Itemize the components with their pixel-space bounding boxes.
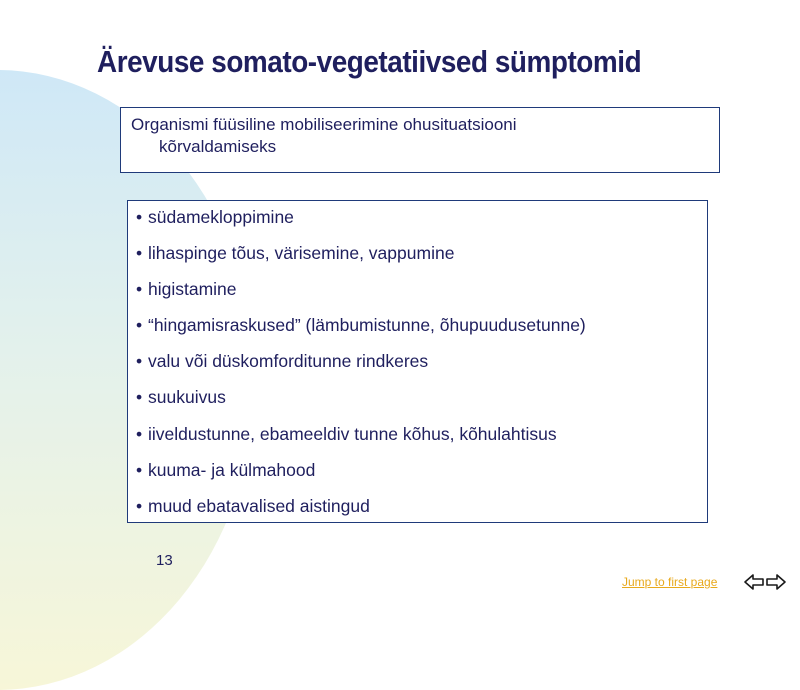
subtitle-line-2: kõrvaldamiseks <box>159 137 277 156</box>
bullet-icon: • <box>136 315 143 336</box>
list-item-text: “hingamisraskused” (lämbumistunne, õhupuudusetunne) <box>148 315 586 336</box>
next-slide-button[interactable] <box>766 572 786 592</box>
arrow-right-icon <box>766 572 786 592</box>
list-item <box>136 386 707 422</box>
bullet-icon: • <box>136 387 143 408</box>
list-item <box>136 206 707 242</box>
list-item-text: südamekloppimine <box>148 207 294 227</box>
jump-to-first-page-link[interactable]: Jump to first page <box>622 575 718 589</box>
bullet-icon: • <box>136 351 143 372</box>
bullet-icon: • <box>136 243 143 264</box>
list-item-text: kuuma- ja külmahood <box>148 459 316 480</box>
symptom-list <box>128 201 707 531</box>
bullet-icon: • <box>136 459 143 480</box>
bullet-icon: • <box>136 423 143 444</box>
list-item <box>136 350 707 386</box>
subtitle-line-1: Organismi füüsiline mobiliseerimine ohusituatsiooni <box>131 115 517 134</box>
list-item-text: lihaspinge tõus, värisemine, vappumine <box>148 243 455 264</box>
slide-title: Ärevuse somato-vegetatiivsed sümptomid <box>97 44 642 79</box>
bullet-icon: • <box>136 207 143 227</box>
list-item <box>136 495 707 531</box>
page-number: 13 <box>156 552 173 569</box>
list-item-text: muud ebatavalised aistingud <box>148 495 370 516</box>
previous-slide-button[interactable] <box>744 572 764 592</box>
list-item-text: iiveldustunne, ebameeldiv tunne kõhus, kõhulahtisus <box>148 423 557 444</box>
list-item <box>136 423 707 459</box>
bullet-icon: • <box>136 279 143 300</box>
list-item <box>136 314 707 350</box>
list-item <box>136 278 707 314</box>
list-item-text: valu või düskomforditunne rindkeres <box>148 351 429 372</box>
arrow-left-icon <box>744 572 764 592</box>
bullet-icon: • <box>136 495 143 516</box>
slide-navigation <box>744 572 786 592</box>
list-item-text: suukuivus <box>148 387 226 408</box>
list-item-text: higistamine <box>148 279 237 300</box>
list-item <box>136 459 707 495</box>
list-item <box>136 242 707 278</box>
symptom-list-box <box>127 200 708 523</box>
subtitle-box <box>120 107 720 173</box>
